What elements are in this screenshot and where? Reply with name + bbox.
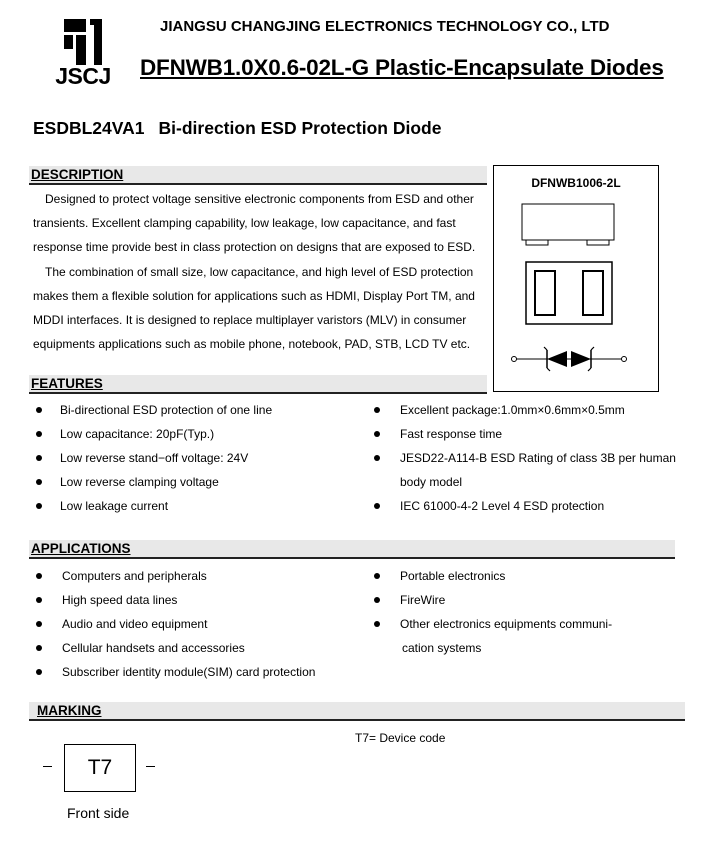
package-drawing [494, 166, 658, 391]
logo-mark-icon [64, 17, 102, 65]
features-heading: FEATURES [29, 375, 487, 394]
bullet-icon [36, 479, 42, 485]
feature-item: Low reverse stand−off voltage: 24V [60, 451, 249, 465]
bullet-icon [374, 597, 380, 603]
part-number: ESDBL24VA1 [33, 118, 145, 138]
application-item: Portable electronics [400, 569, 506, 583]
bullet-icon [36, 645, 42, 651]
part-heading [33, 118, 441, 139]
bullet-icon [36, 455, 42, 461]
application-item: FireWire [400, 593, 446, 607]
marking-lead-left [43, 766, 52, 767]
feature-item: Low capacitance: 20pF(Typ.) [60, 427, 215, 441]
part-description: Bi-direction ESD Protection Diode [158, 118, 442, 138]
bullet-icon [374, 503, 380, 509]
company-logo [47, 17, 119, 89]
application-item: Other electronics equipments communi- [400, 617, 613, 631]
description-line: MDDI interfaces. It is designed to replace multiplayer varistors (MLV) in consumer [33, 313, 467, 328]
document-title: DFNWB1.0X0.6-02L-G Plastic-Encapsulate Diodes [140, 55, 664, 80]
bullet-icon [36, 621, 42, 627]
package-side-view-icon [522, 204, 614, 245]
logo-text: JSCJ [55, 63, 111, 89]
bidirectional-diode-symbol-icon [512, 347, 627, 371]
package-outline-box [493, 165, 659, 392]
feature-item: JESD22-A114-B ESD Rating of class 3B per human [400, 451, 676, 465]
device-code-note: T7= Device code [355, 731, 446, 745]
bullet-icon [36, 597, 42, 603]
description-line: response time provide best in class protection on designs that are exposed to ESD. [33, 240, 476, 255]
bullet-icon [374, 407, 380, 413]
feature-item: Bi-directional ESD protection of one line [60, 403, 273, 417]
feature-item: Low reverse clamping voltage [60, 475, 219, 489]
feature-item: Low leakage current [60, 499, 169, 513]
application-item: Computers and peripherals [62, 569, 207, 583]
application-item: Cellular handsets and accessories [62, 641, 245, 655]
application-item: Audio and video equipment [62, 617, 208, 631]
feature-item: Excellent package:1.0mm×0.6mm×0.5mm [400, 403, 625, 417]
application-item-continued: cation systems [402, 641, 482, 655]
description-line: The combination of small size, low capacitance, and high level of ESD protection [45, 264, 474, 279]
bullet-icon [36, 573, 42, 579]
bullet-icon [36, 407, 42, 413]
bullet-icon [36, 431, 42, 437]
marking-caption: Front side [67, 805, 130, 821]
bullet-icon [374, 455, 380, 461]
bullet-icon [374, 621, 380, 627]
marking-heading: MARKING [29, 702, 685, 721]
application-item: High speed data lines [62, 593, 178, 607]
bullet-icon [374, 431, 380, 437]
description-line: transients. Excellent clamping capability, low leakage, low capacitance, and fast [33, 216, 456, 231]
description-heading: DESCRIPTION [29, 166, 487, 185]
description-line: Designed to protect voltage sensitive electronic components from ESD and other [45, 192, 474, 206]
marking-code-box: T7 [64, 744, 136, 792]
description-body [33, 187, 488, 356]
marking-lead-right [146, 766, 155, 767]
bullet-icon [36, 503, 42, 509]
applications-heading: APPLICATIONS [29, 540, 675, 559]
feature-item: Fast response time [400, 427, 503, 441]
company-name: JIANGSU CHANGJING ELECTRONICS TECHNOLOGY CO., LTD [160, 18, 610, 35]
package-title: DFNWB1006-2L [531, 176, 621, 190]
description-line: makes them a flexible solution for applications such as HDMI, Display Port TM, and [33, 288, 475, 303]
bullet-icon [36, 669, 42, 675]
feature-item: IEC 61000-4-2 Level 4 ESD protection [400, 499, 605, 513]
package-bottom-view-icon [526, 262, 612, 324]
bullet-icon [374, 573, 380, 579]
application-item: Subscriber identity module(SIM) card protection [62, 665, 316, 679]
feature-item-continued: body model [400, 475, 463, 489]
description-line: equipments applications such as mobile phone, notebook, PAD, STB, LCD TV etc. [33, 337, 471, 352]
